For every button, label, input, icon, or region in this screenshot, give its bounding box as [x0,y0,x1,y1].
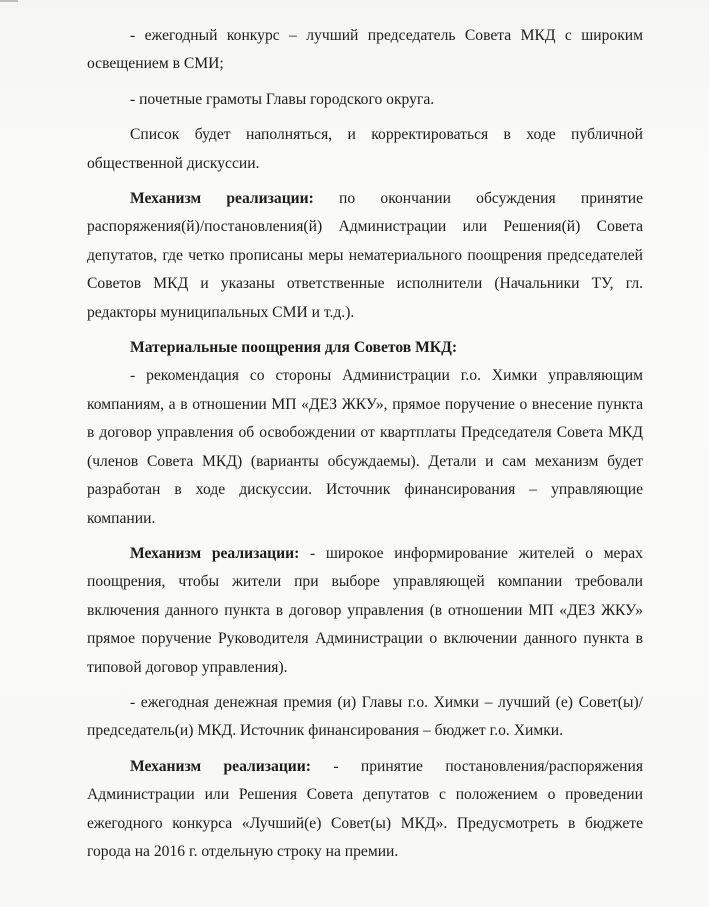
mechanism-paragraph-2 [87,540,643,682]
mechanism-label: Механизм реализации: [130,757,311,775]
mechanism-label: Механизм реализации: [130,544,300,562]
bullet-cash-bonus: - ежегодная денежная премия (и) Главы г.о. Химки – лучший (е) Совет(ы)/ председатель(и) МКД. Источник финансирования – бюджет г.о. Химки. [87,693,643,740]
mechanism-text: - принятие постановления/распоряжения Администрации или Решения Совета депутатов с положением о проведении ежегодного конкурса «Лучший(е) Совет(ы) МКД». Предусмотреть в бюджете города на 2016 г. отдельную строку на премии. [87,757,643,860]
mechanism-paragraph-3 [87,753,643,867]
mechanism-text: - широкое информирование жителей о мерах поощрения, чтобы жители при выборе управляющей компании требовали включения данного пункта в договор управления (в отношении МП «ДЕЗ ЖКУ» прямое поручение Руководителя Администрации о включении данного пункта в типовой договор управления). [87,544,643,676]
document-body [87,22,643,866]
list-note-paragraph: Список будет наполняться, и корректироваться в ходе публичной общественной дискуссии. [87,126,643,172]
bullet-annual-contest: - ежегодный конкурс – лучший председатель Совета МКД с широким освещением в СМИ; [87,27,643,73]
scan-mark [0,0,18,10]
material-incentives-heading: Материальные поощрения для Советов МКД: [130,339,458,357]
bullet-recommendation: - рекомендация со стороны Администрации г.о. Химки управляющим компаниям, а в отношении МП «ДЕЗ ЖКУ», прямое поручение о внесение пункта в договор управления об освобождении от квартплаты Председателя Совета МКД (членов Совета МКД) (варианты обсуждаемы). Детали и сам механизм будет разработан в ходе дискуссии. Источник финансирования – управляющие компании. [87,367,643,527]
mechanism-text: по окончании обсуждения принятие распоряжения(й)/постановления(й) Администрации или Решения(й) Совета депутатов, где четко прописаны меры нематериального поощрения председателей Советов МКД и указаны ответственные исполнители (Начальники ТУ, гл. редакторы муниципальных СМИ и т.д.). [87,190,643,321]
mechanism-paragraph-1 [87,185,643,327]
bullet-honorary-diplomas: - почетные грамоты Главы городского округа. [130,90,435,108]
mechanism-label: Механизм реализации: [130,190,314,208]
